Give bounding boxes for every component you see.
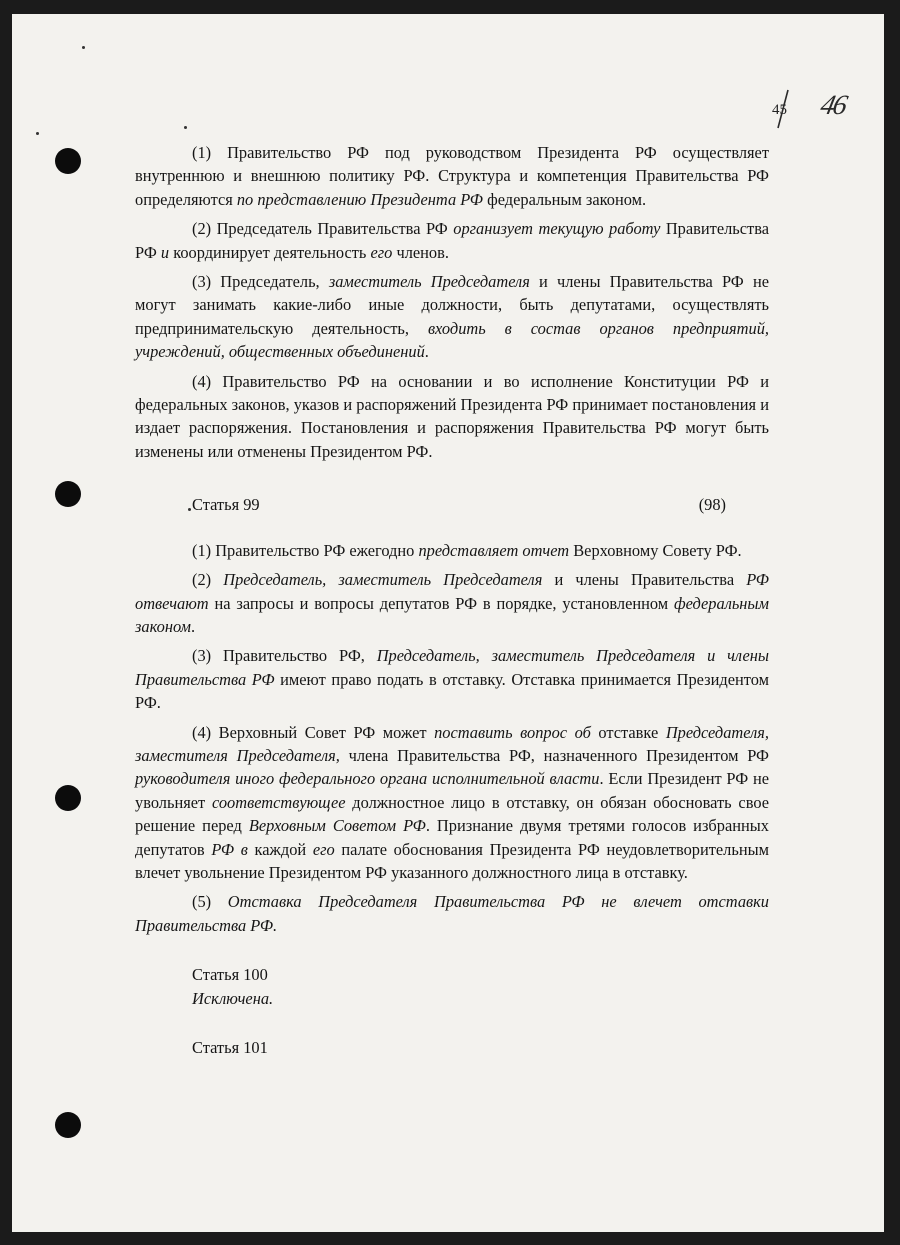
text-run: (5) [192,892,228,912]
article-99-section [135,539,769,938]
article-99-heading [192,493,726,516]
text-run: . [191,616,196,636]
italic-text-run: РФ в [211,839,248,859]
italic-text-run: РФ отвечают [135,570,769,613]
scan-speck [36,132,39,135]
paragraph [135,890,769,937]
paragraph [135,721,769,885]
italic-text-run: поставить вопрос об [434,722,591,742]
italic-text-run: руководителя иного федерального органа исполнительной власти [135,769,600,789]
italic-text-run: Председатель, заместитель Председателя [223,570,543,590]
paragraph [135,141,769,211]
paragraph [135,644,769,714]
page-number [768,86,856,130]
italic-text-run: заместитель Председателя [328,272,530,292]
text-run: и члены Правительства РФ не могут занимать какие-либо иные должности, быть депутатами, осуществлять предпринимательскую деятельность, [135,272,769,338]
article-100-title: Статья 100 [192,965,268,985]
scan-speck [184,126,187,129]
text-run: членов. [392,242,449,262]
italic-text-run: организует текущую работу [453,219,661,239]
italic-text-run: по представлению Президента РФ [236,189,483,209]
text-run: должностное лицо в отставку, он обязан обосновать свое решение перед [135,792,769,836]
text-run: члена Правительства РФ, назначенного Президентом РФ [339,745,769,765]
italic-text-run: Отставка Председателя Правительства РФ не влечет отставки Правительства РФ. [135,892,769,935]
document-page [12,14,884,1232]
italic-text-run: входить в состав органов предприятий, учреждений, общественных объединений [135,318,769,362]
text-run: Верховному Совету РФ. [569,540,742,560]
text-run: (3) Председатель, [192,272,329,292]
binder-hole [55,785,81,811]
text-run: . Если Президент РФ не увольняет [135,769,769,812]
italic-text-run: его [312,839,335,859]
text-run: отставке [590,722,666,742]
text-run: имеют право подать в отставку. Отставка принимается Президентом РФ. [135,669,769,713]
handwritten-page-number: 46 [817,90,849,121]
text-run: (2) Председатель Правительства РФ [192,219,454,239]
text-run: . Признание двумя третями голосов избранных депутатов [135,816,769,859]
text-run: (2) [192,570,224,590]
italic-text-run: Верховным Советом РФ [248,816,426,836]
text-run: и члены Правительства [542,570,747,590]
paragraph [135,568,769,638]
scan-speck [82,46,85,49]
text-run: федеральным законом. [483,189,647,209]
article-98-section [135,141,769,463]
text-run: координирует деятельность [169,242,371,262]
paragraph [135,217,769,264]
italic-text-run: федеральным законом [135,593,769,636]
binder-hole [55,481,81,507]
binder-hole [55,148,81,174]
italic-text-run: и [160,242,170,262]
text-run: (4) Верховный Совет РФ может [192,722,435,742]
paragraph [135,370,769,464]
text-run: . [424,342,429,362]
strike-through-mark [768,86,798,130]
paragraph [135,270,769,364]
italic-text-run: Председателя, заместителя Председателя, [135,722,769,765]
italic-text-run: представляет отчет [418,540,570,560]
text-run: (1) Правительство РФ под руководством Президента РФ осуществляет внутреннюю и внешнюю политику РФ. Структура и компетенция Правительства РФ определяются [135,143,769,209]
text-run: (1) Правительство РФ ежегодно [192,540,419,560]
italic-text-run: Председатель, заместитель Председателя и члены Правительства РФ [135,646,769,689]
binder-hole [55,1112,81,1138]
text-run: палате обоснования Президента РФ неудовлетворительным влечет увольнение Президентом РФ указанного должностного лица в отставку. [135,839,769,882]
printed-page-number: 45 [772,102,787,118]
article-99-title: Статья 99 [192,495,260,515]
article-100-status: Исключена. [192,988,274,1008]
article-101-title: Статья 101 [192,1038,268,1057]
document-body [135,141,769,1059]
text-run: каждой [247,839,313,859]
text-run: (3) Правительство РФ, [192,646,377,666]
italic-text-run: соответствующее [212,792,346,812]
italic-text-run: его [370,242,393,262]
text-run: (4) Правительство РФ на основании и во исполнение Конституции РФ и федеральных законов, указов и распоряжений Президента РФ принимает постановления и издает распоряжения. Постановления и распоряжения Правительства РФ могут быть изменены или отменены Президентом РФ. [135,371,769,461]
paragraph [135,539,769,562]
text-run: на запросы и вопросы депутатов РФ в порядке, установленном [208,593,675,613]
article-99-old-number: (98) [698,495,726,515]
text-run: Правительства РФ [135,219,769,262]
